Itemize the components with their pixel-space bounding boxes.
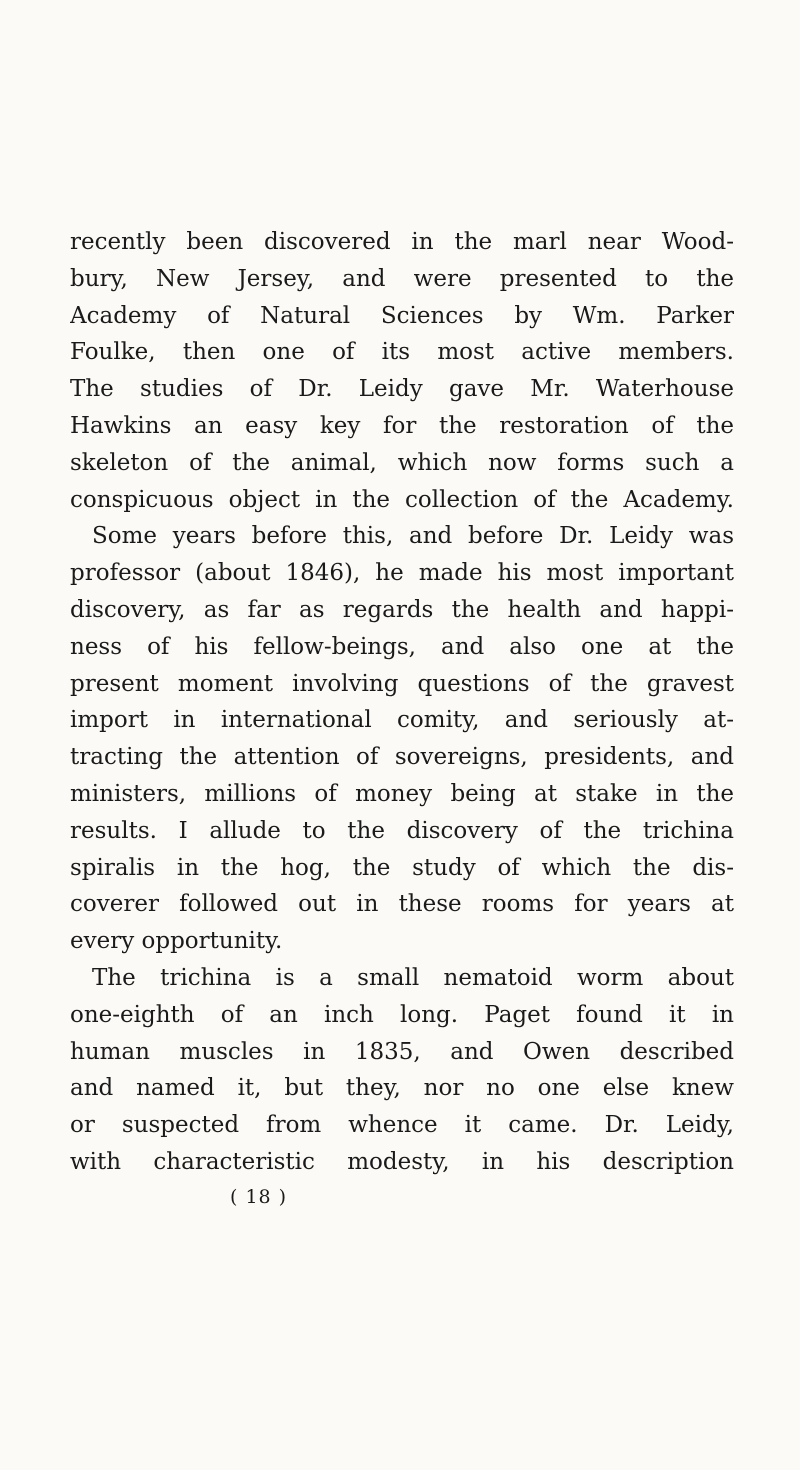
text-line: The trichina is a small nematoid worm about: [92, 964, 734, 991]
text-line: discovery, as far as regards the health and happi-: [70, 596, 734, 623]
text-line: tracting the attention of sovereigns, presidents, and: [70, 744, 734, 771]
text-line: bury, New Jersey, and were presented to the: [70, 265, 734, 292]
text-line: coverer followed out in these rooms for years at: [70, 891, 734, 918]
text-line: present moment involving questions of the gravest: [70, 670, 734, 697]
text-line: professor (about 1846), he made his most important: [70, 560, 734, 587]
text-line: import in international comity, and seriously at-: [70, 707, 734, 734]
text-line: with characteristic modesty, in his description: [70, 1148, 734, 1175]
page-number: ( 18 ): [230, 1186, 288, 1208]
text-line: Some years before this, and before Dr. Leidy was: [92, 523, 734, 550]
text-line: Hawkins an easy key for the restoration of the: [70, 412, 734, 439]
text-line: or suspected from whence it came. Dr. Leidy,: [70, 1112, 734, 1139]
text-line: The studies of Dr. Leidy gave Mr. Waterhouse: [70, 376, 734, 403]
text-line: conspicuous object in the collection of the Academy.: [70, 486, 734, 513]
text-line: every opportunity.: [70, 928, 283, 955]
text-line: and named it, but they, nor no one else knew: [70, 1075, 734, 1102]
text-line: ness of his fellow-beings, and also one at the: [70, 633, 734, 660]
text-line: spiralis in the hog, the study of which the dis-: [70, 854, 734, 881]
text-line: skeleton of the animal, which now forms such a: [70, 449, 734, 476]
body-text: [70, 224, 734, 1181]
text-line: results. I allude to the discovery of the trichina: [70, 817, 734, 844]
text-line: one-eighth of an inch long. Paget found it in: [70, 1001, 734, 1028]
text-line: human muscles in 1835, and Owen described: [70, 1038, 734, 1065]
text-line: ministers, millions of money being at stake in the: [70, 780, 734, 807]
text-line: Academy of Natural Sciences by Wm. Parker: [70, 302, 734, 329]
text-line: Foulke, then one of its most active members.: [70, 339, 734, 366]
text-line: recently been discovered in the marl near Wood-: [70, 229, 734, 255]
